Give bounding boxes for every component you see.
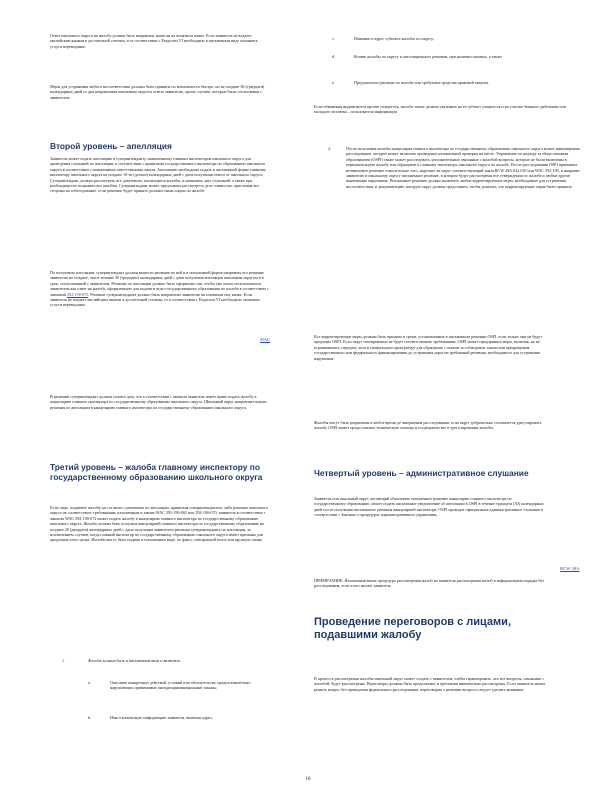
paragraph-corrective-deadlines: Все корректирующие меры должны быть приняты в сроки, установленные в письменном решении OSPI, если только они не будут продлены OSPI. Если округ своевременно не будет соответствовать требованиям, OSPI может предпринять меры, включая, но не ограничиваясь, передачу дела в генеральную прокуратуру для обращения с исками за соблюдение закона или прекращения государственного или федерального финансирования до устранения округом требований решения, необходимого для устранения нарушения.	[314, 334, 542, 361]
list-letter-c: c.	[332, 36, 335, 41]
hearing-tail: .	[438, 512, 440, 518]
heading-level-three-complaint: Третий уровень – жалоба главному инспектору по государственному образованию школьного округа	[50, 462, 263, 482]
list-item-description-actions: Описание конкретных действий, условий или обстоятельств, предположительно нарушающих применимые антидискриминационные законы;	[110, 680, 251, 691]
page-number: 18	[305, 777, 311, 782]
appeal-decision-tail: . Решение суперинтенданта должно быть направлено заявителю на понятном ему языке. Если заявитель не владеет английским языком в достаточной степени, то в соответствии с Разделом VI необходимо оказывать услуги переводчика.	[50, 291, 261, 308]
wac-392-190-075-link[interactable]: 392-190-075	[67, 291, 89, 297]
paragraph-response-language: Ответ школьного округа на жалобу должен быть направлен, написан на понятном языке. Если заявитель не владеет английским языком в достаточной степени, то в соответствии с Разделом VI необходимо в письменном виде оказывать услуги переводчика.	[50, 33, 258, 49]
list-item-ospi-investigation: После получения жалобы канцелярия главного инспектора по государственному образованию школьного округа может инициировать расследование, которое может включать проведение независимой проверки на месте. Управление по надзору за общественным образованием (OSPI) также может расследовать дополнительные связанные с жалобой вопросы, которые не были включены в первоначальную жалобу или обращение к главному инспектору школьного округа по жалобе. После расследования OSPI принимает независимое решение относительно того, нарушил ли округ соответствующий закон RCW 28A.642.010 или WAC 392-190, и направит заявителю и школьному округу письменное решение, в котором будут рассмотрены все утверждения по жалобе и любые другие выявленные нарушения. Письменное решение должно включать любые корректирующие меры, необходимые для устранения несоответствия, и документацию, которую округ должен представить, чтобы доказать, что корректирующие меры были приняты.	[346, 146, 581, 189]
wac-margin-link[interactable]: WAC	[260, 337, 271, 342]
list-item-complaint-copy: Копию жалобы по округу и апелляционного решения, при наличии таковых, а также	[354, 54, 502, 59]
list-item-proposed-resolution: Предлагаемое решение по жалобе или требуемые средства правовой защиты.	[354, 80, 490, 85]
paragraph-corrective-measures: Меры для устранения любого несоответствия должны быть приняты по возможности быстро, но не позднее 30 (тридцати) календарных дней со дня направления школьным округом ответа заявителю, кроме случаев, которые были согласованы с заявителем.	[50, 84, 265, 100]
heading-level-four-hearing: Четвертый уровень – административное слушание	[314, 468, 529, 478]
list-letter-e: e.	[332, 80, 335, 85]
hearing-text: Заявитель или школьный округ, желающий обжаловать письменное решение канцелярии главного инспектора по государственному образованию, может подать письменное уведомление об апелляции в OSPI в течение тридцати (30) календарных дней после получения письменного решения канцелярией инспектора. OSPI проводит официальное административное слушание в соответствии с Законом о процедурах административного управления,	[314, 496, 544, 518]
paragraph-administrative-hearing	[314, 496, 544, 568]
appeal-decision-text: По получении апелляции, суперинтендант должен вынести решение по ней и в письменной форме направить его решение заявителю не позднее, чем в течение 30 (тридцати) календарных дней с даты получения апелляции школьным округом и в срок, согласованный с заявителем. Решение по апелляции должно быть оформлено так, чтобы оно могло использоваться заявителем как ответ на жалобу, оформленную для подачи в отдел государственного образования по жалобе в соответствии с законами	[50, 270, 269, 297]
paragraph-right-to-file: В решении суперинтендант должен указать дату, что в соответствии с законом заявитель имеет право подать жалобу в канцелярию главного инспектора по государственному образованию школьного округа. Школьный округ направляет копию решения по апелляции в канцелярию главного инспектора по государственному образованию школьного округа.	[50, 394, 267, 410]
paragraph-appeal-process: Заявитель может подать апелляцию в суперинтенданту, назначенному главным инспектором школьного округа для проведения слушаний по апелляции, в соответствии с правилами государственного инспектора по образованию школьного округа в соответствии с назначенным ответственным лицом. Апелляцию необходимо подать в письменной форме главному инспектору школьного округа не позднее 10-ти (десяти) календарных дней с даты получения ответа от школьного округа. Суперинтендант должен рассмотреть все документы, касающиеся жалобы, и назначить дату слушаний, а также при необходимости исправить все ошибки. Суперинтендант может предложить рассмотреть дело совместно, приглашая все стороны на собеседование, если решение будет принято должностным лицом по жалобе.	[50, 156, 267, 194]
list-item-contact-info: Имя и контактную информацию заявителя, включая адрес;	[110, 715, 213, 720]
paragraph-student-allegations: Если обвинения выдвигаются против учащегося, жалоба также должна указывать на ее субъект учащегося и на участие бывшего работника или молодого человека – пользователя информации.	[314, 104, 566, 115]
heading-negotiations: Проведение переговоров с лицами, подавшими жалобу	[314, 616, 512, 642]
list-item-written-complaint: Жалоба должна быть в письменном виде и включать:	[88, 658, 182, 663]
paragraph-voluntary-resolution: Жалобы могут быть разрешены в любое время до завершения расследования, если округ добровольно соглашается урегулировать жалобу. OSPI может предоставлять техническую помощь и посредничество в урегулировании жалобы.	[314, 420, 542, 431]
list-item-subject-address: Название и адрес субъекта жалобы по округу;	[354, 36, 435, 41]
list-letter-a: a.	[88, 680, 91, 685]
paragraph-ospi-complaint: Если лицо, подавшее жалобу, не согласно с решением по апелляции, принятым суперинтендантом, либо решение школьного округа не соответствует требованиям, изложенным в законе WAC 392-190-065 или 392-190-070, заявитель в соответствии с законом WAC 392-190-072 может подать жалобу в канцелярию главного инспектора по государственному образованию школьного округа. Жалоба должна быть получена канцелярией главного инспектора по государственному образованию не позднее 20 (двадцати) календарных дней с даты получения заявителем решения суперинтенданта по апелляции, за исключением случаев, когда главный инспектор по государственному образованию школьного округа имеет причины для продления этого срока. Жалобы могут быть поданы в письменном виде, по факсу, электронной почте или вручную лично.	[50, 505, 268, 543]
rcw-margin-link[interactable]: RCW 28A	[560, 566, 580, 571]
list-number-2: 2.	[328, 146, 332, 151]
paragraph-appeal-decision	[50, 270, 270, 384]
list-letter-d: d.	[332, 54, 336, 59]
heading-level-two-appeal: Второй уровень – апелляция	[50, 141, 172, 151]
list-letter-b: b.	[88, 715, 92, 720]
paragraph-informal-note: ПРИМЕЧАНИЕ: Изложенная выше процедура рассмотрения жалоб на заявителя рассмотрения жалоб в неформальном порядке без расследования, если этого желает заявитель.	[314, 578, 544, 589]
paragraph-negotiations: В процессе рассмотрения жалобы школьный округ может создать с заявителем, чтобы гарантировать, что все вопросы, связанные с жалобой, будут рассмотрены. Переговоры должны быть продолжены, и претензии внимательно рассмотрены. Если заявитель может решить вопрос без проведения формального расследования, переговорам о решении вопроса следует уделить внимание.	[314, 676, 546, 692]
list-number-1: 1.	[62, 658, 66, 663]
